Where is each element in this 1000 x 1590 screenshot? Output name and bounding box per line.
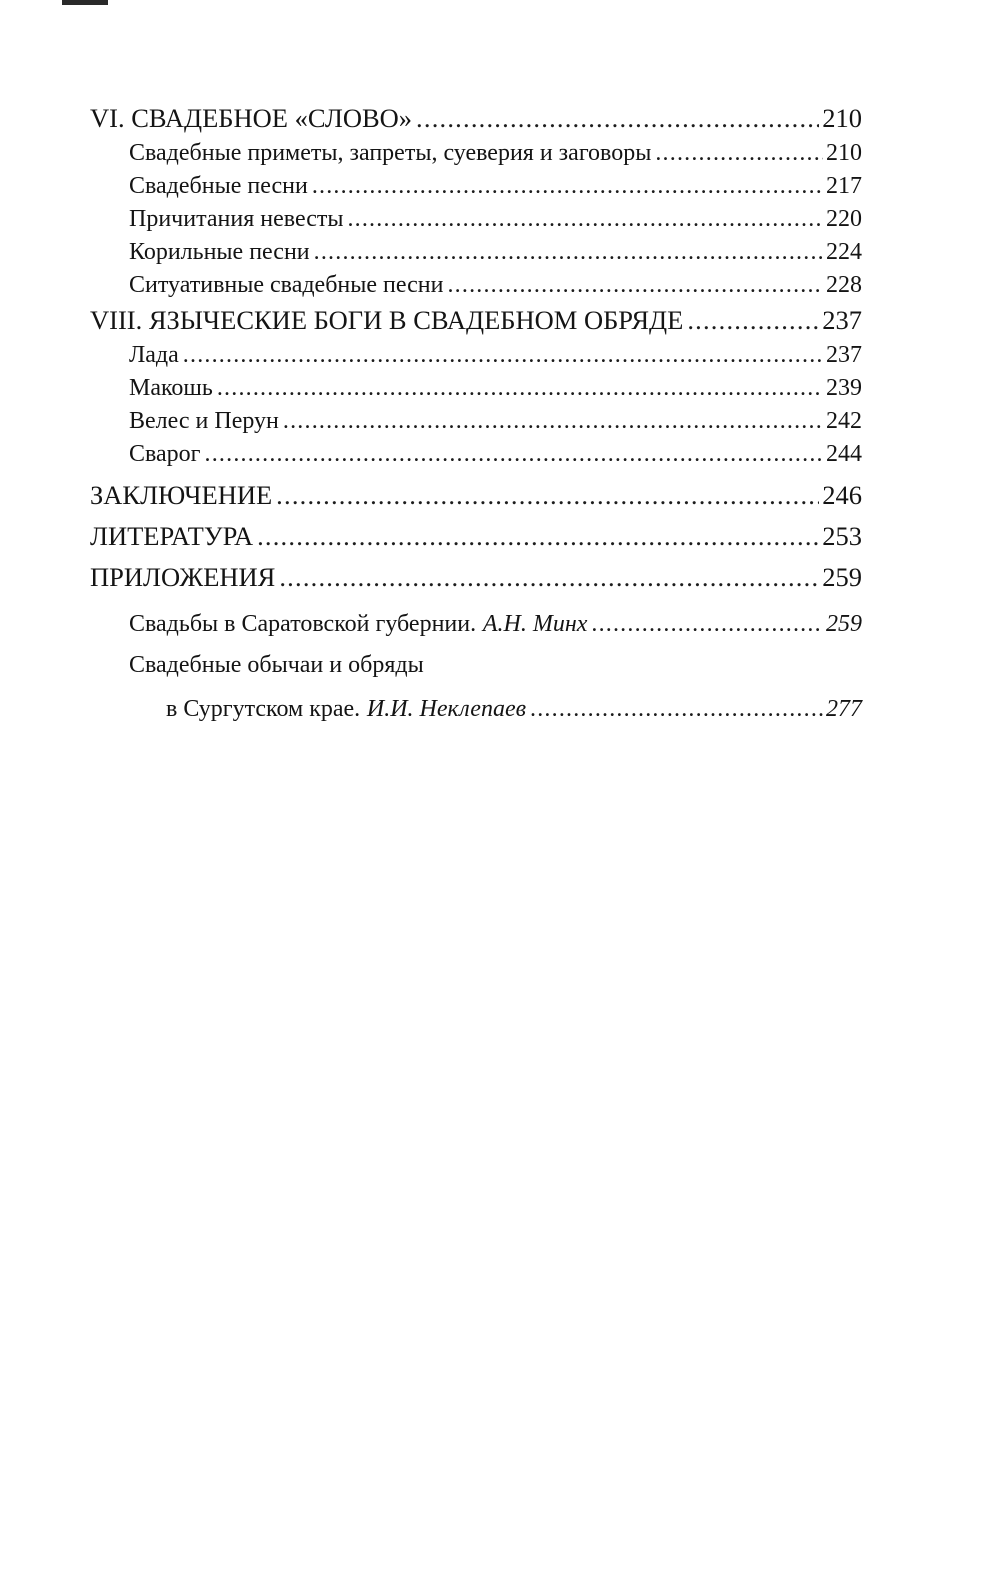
toc-page-number: 259 bbox=[826, 611, 862, 637]
dot-leader bbox=[347, 203, 823, 236]
toc-conclusion[interactable] bbox=[90, 477, 862, 514]
toc-appendix-2[interactable] bbox=[90, 687, 862, 731]
dot-leader bbox=[283, 405, 823, 438]
toc-entry-label: Сварог bbox=[129, 441, 201, 467]
toc-entry-label: Свадьбы в Саратовской губернии. bbox=[129, 611, 477, 637]
toc-entry-label: ПРИЛОЖЕНИЯ bbox=[90, 562, 276, 592]
toc-entry-label: в Сургутском крае. bbox=[166, 696, 361, 722]
toc-entry-label: Макошь bbox=[129, 375, 213, 401]
toc-page-number: 217 bbox=[826, 173, 862, 199]
toc-section[interactable] bbox=[90, 203, 862, 236]
dot-leader bbox=[257, 518, 819, 555]
toc-page-number: 220 bbox=[826, 206, 862, 232]
dot-leader bbox=[276, 477, 819, 514]
toc-page-number: 277 bbox=[826, 696, 862, 722]
dot-leader bbox=[205, 438, 823, 471]
toc-entry-label: Лада bbox=[129, 342, 179, 368]
dot-leader bbox=[530, 687, 823, 731]
dot-leader bbox=[183, 339, 823, 372]
toc-section[interactable] bbox=[90, 438, 862, 471]
table-of-contents bbox=[90, 100, 862, 731]
toc-entry-author: И.И. Неклепаев bbox=[366, 696, 527, 722]
toc-section[interactable] bbox=[90, 405, 862, 438]
toc-chapter-8[interactable] bbox=[90, 302, 862, 339]
toc-page-number: 242 bbox=[826, 408, 862, 434]
toc-appendix-2-first-line[interactable] bbox=[90, 643, 862, 687]
toc-entry-label: ЗАКЛЮЧЕНИЕ bbox=[90, 480, 273, 510]
toc-entry-label: Корильные песни bbox=[129, 239, 310, 265]
toc-page-number: 259 bbox=[822, 562, 862, 592]
toc-entry-label: Свадебные обычаи и обряды bbox=[129, 652, 424, 678]
toc-section[interactable] bbox=[90, 372, 862, 405]
toc-chapter-6[interactable] bbox=[90, 100, 862, 137]
toc-entry-label: Ситуативные свадебные песни bbox=[129, 272, 444, 298]
toc-section[interactable] bbox=[90, 236, 862, 269]
toc-page-number: 237 bbox=[822, 305, 862, 335]
toc-page-number: 246 bbox=[822, 480, 862, 510]
toc-page-number: 237 bbox=[826, 342, 862, 368]
toc-page-number: 239 bbox=[826, 375, 862, 401]
toc-section[interactable] bbox=[90, 137, 862, 170]
toc-page-number: 244 bbox=[826, 441, 862, 467]
dot-leader bbox=[447, 269, 823, 302]
toc-appendix-1[interactable] bbox=[90, 605, 862, 643]
dot-leader bbox=[314, 236, 823, 269]
toc-section[interactable] bbox=[90, 339, 862, 372]
dot-leader bbox=[416, 100, 819, 137]
dot-leader bbox=[312, 170, 823, 203]
toc-appendices[interactable] bbox=[90, 559, 862, 596]
toc-entry-label: Велес и Перун bbox=[129, 408, 279, 434]
dot-leader bbox=[591, 605, 823, 643]
toc-literature[interactable] bbox=[90, 518, 862, 555]
toc-page-number: 224 bbox=[826, 239, 862, 265]
toc-entry-label: Свадебные песни bbox=[129, 173, 308, 199]
dot-leader bbox=[655, 137, 823, 170]
dot-leader bbox=[279, 559, 819, 596]
dot-leader bbox=[687, 302, 819, 339]
toc-entry-label: Причитания невесты bbox=[129, 206, 344, 232]
dot-leader bbox=[217, 372, 823, 405]
toc-page-number: 253 bbox=[822, 521, 862, 551]
toc-page-number: 210 bbox=[826, 140, 862, 166]
page-corner-mark bbox=[62, 0, 108, 5]
toc-entry-label: Свадебные приметы, запреты, суеверия и заговоры bbox=[129, 140, 652, 166]
toc-entry-label: VI. СВАДЕБНОЕ «СЛОВО» bbox=[90, 103, 413, 133]
toc-entry-label: ЛИТЕРАТУРА bbox=[90, 521, 254, 551]
toc-page-number: 210 bbox=[822, 103, 862, 133]
toc-entry-label: VIII. ЯЗЫЧЕСКИЕ БОГИ В СВАДЕБНОМ ОБРЯДЕ bbox=[90, 305, 684, 335]
toc-page-number: 228 bbox=[826, 272, 862, 298]
toc-entry-author: А.Н. Минх bbox=[482, 611, 588, 637]
toc-section[interactable] bbox=[90, 269, 862, 302]
toc-section[interactable] bbox=[90, 170, 862, 203]
